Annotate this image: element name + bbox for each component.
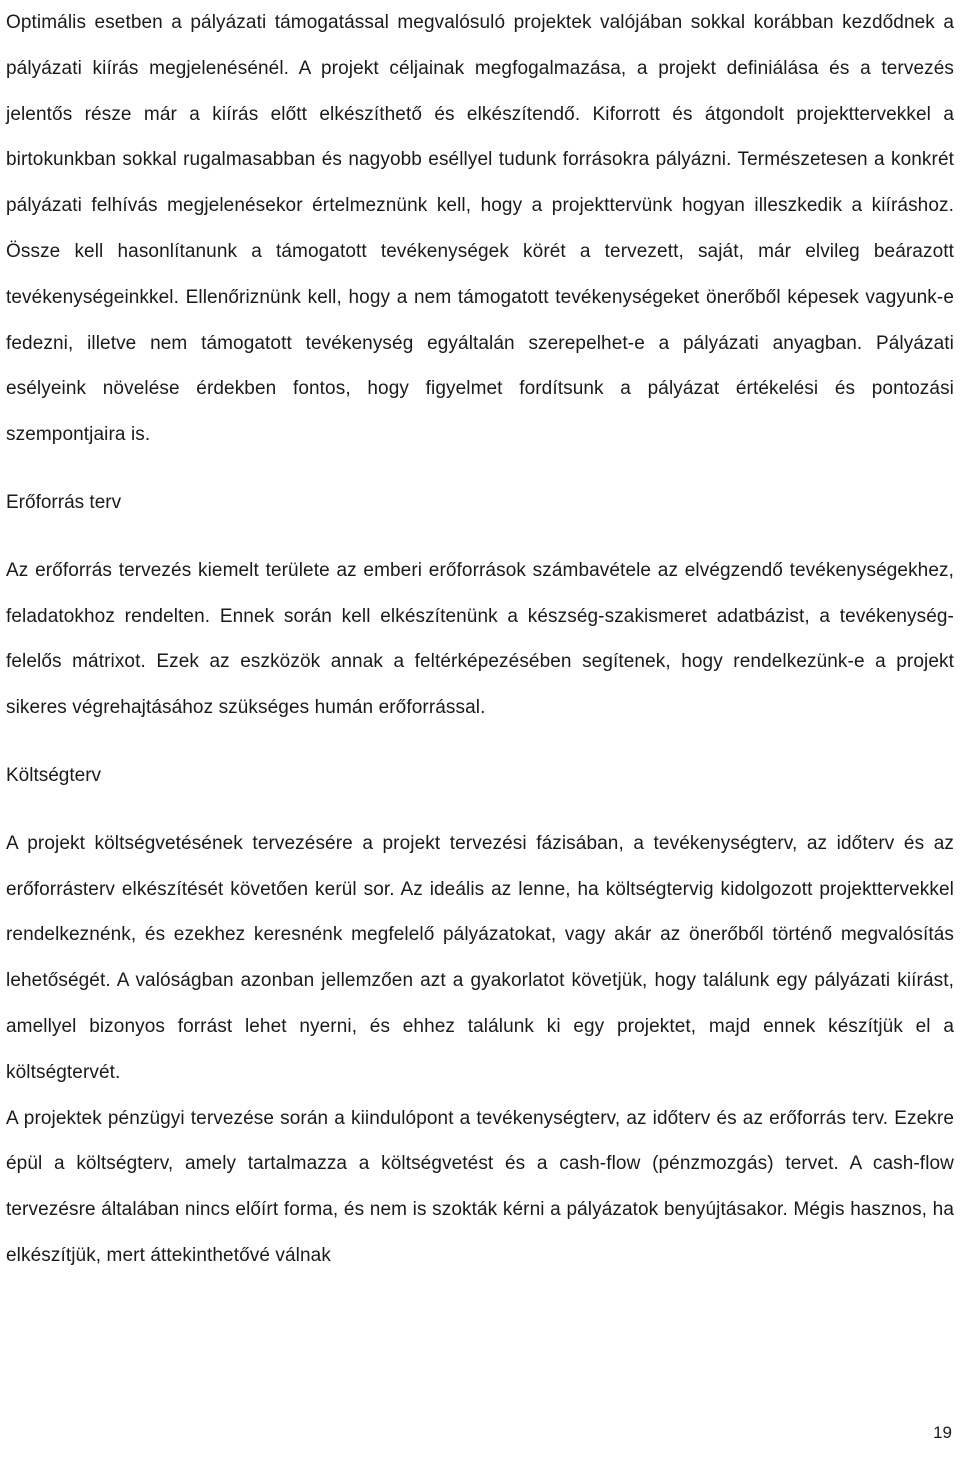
heading-cost-plan: Költségterv bbox=[6, 764, 102, 786]
paragraph-intro: Optimális esetben a pályázati támogatással megvalósuló projektek valójában sokkal korábban kezdődnek a pályázati kiírás megjelenésénél. A projekt céljainak megfogalmazása, a projekt definiálása és a tervezés jelentős része már a kiírás előtt elkészíthető és elkészítendő. Kiforrott és átgondolt projekttervekkel a birtokunkban sokkal rugalmasabban és nagyobb eséllyel tudunk forrásokra pályázni. Természetesen a konkrét pályázati felhívás megjelenésekor értelmeznünk kell, hogy a projekttervünk hogyan illeszkedik a kiíráshoz. Össze kell hasonlítanunk a támogatott tevékenységek körét a tervezett, saját, már elvileg beárazott tevékenységeinkkel. Ellenőriznünk kell, hogy a nem támogatott tevékenységeket önerőből képesek vagyunk-e fedezni, illetve nem támogatott tevékenység egyáltalán szerepelhet-e a pályázati anyagban. Pályázati esélyeink növelése érdekben fontos, hogy figyelmet fordítsunk a pályázat értékelési és pontozási szempontjaira is. bbox=[6, 12, 954, 446]
heading-resource-plan: Erőforrás terv bbox=[6, 491, 122, 513]
spacer bbox=[6, 458, 954, 480]
document-page bbox=[6, 0, 954, 1279]
spacer bbox=[6, 526, 954, 548]
spacer bbox=[6, 731, 954, 753]
paragraph-resource-plan: Az erőforrás tervezés kiemelt területe az emberi erőforrások számbavétele az elvégzendő tevékenységekhez, feladatokhoz rendelten. Ennek során kell elkészítenünk a készség-szakismeret adatbázist, a tevékenység-felelős mátrixot. Ezek az eszközök annak a feltérképezésében segítenek, hogy rendelkezünk-e a projekt sikeres végrehajtásához szükséges humán erőforrással. bbox=[6, 559, 954, 719]
paragraph-cost-plan-2: A projektek pénzügyi tervezése során a kiindulópont a tevékenységterv, az időterv és az erőforrás terv. Ezekre épül a költségterv, amely tartalmazza a költségvetést és a cash-flow (pénzmozgás) tervet. A cash-flow tervezésre általában nincs előírt forma, és nem is szokták kérni a pályázatok benyújtásakor. Mégis hasznos, ha elkészítjük, mert áttekinthetővé válnak bbox=[6, 1107, 954, 1266]
paragraph-cost-plan-1: A projekt költségvetésének tervezésére a projekt tervezési fázisában, a tevékenységterv, az időterv és az erőforrásterv elkészítését követően kerül sor. Az ideális az lenne, ha költségtervig kidolgozott projekttervekkel rendelkeznénk, és ezekhez keresnénk megfelelő pályázatokat, vagy akár az önerőből történő megvalósítás lehetőségét. A valóságban azonban jellemzően azt a gyakorlatot követjük, hogy találunk egy pályázati kiírást, amellyel bizonyos forrást lehet nyerni, és ehhez találunk ki egy projektet, majd ennek készítjük el a költségtervét. bbox=[6, 832, 954, 1083]
spacer bbox=[6, 799, 954, 821]
page-number: 19 bbox=[933, 1423, 952, 1442]
